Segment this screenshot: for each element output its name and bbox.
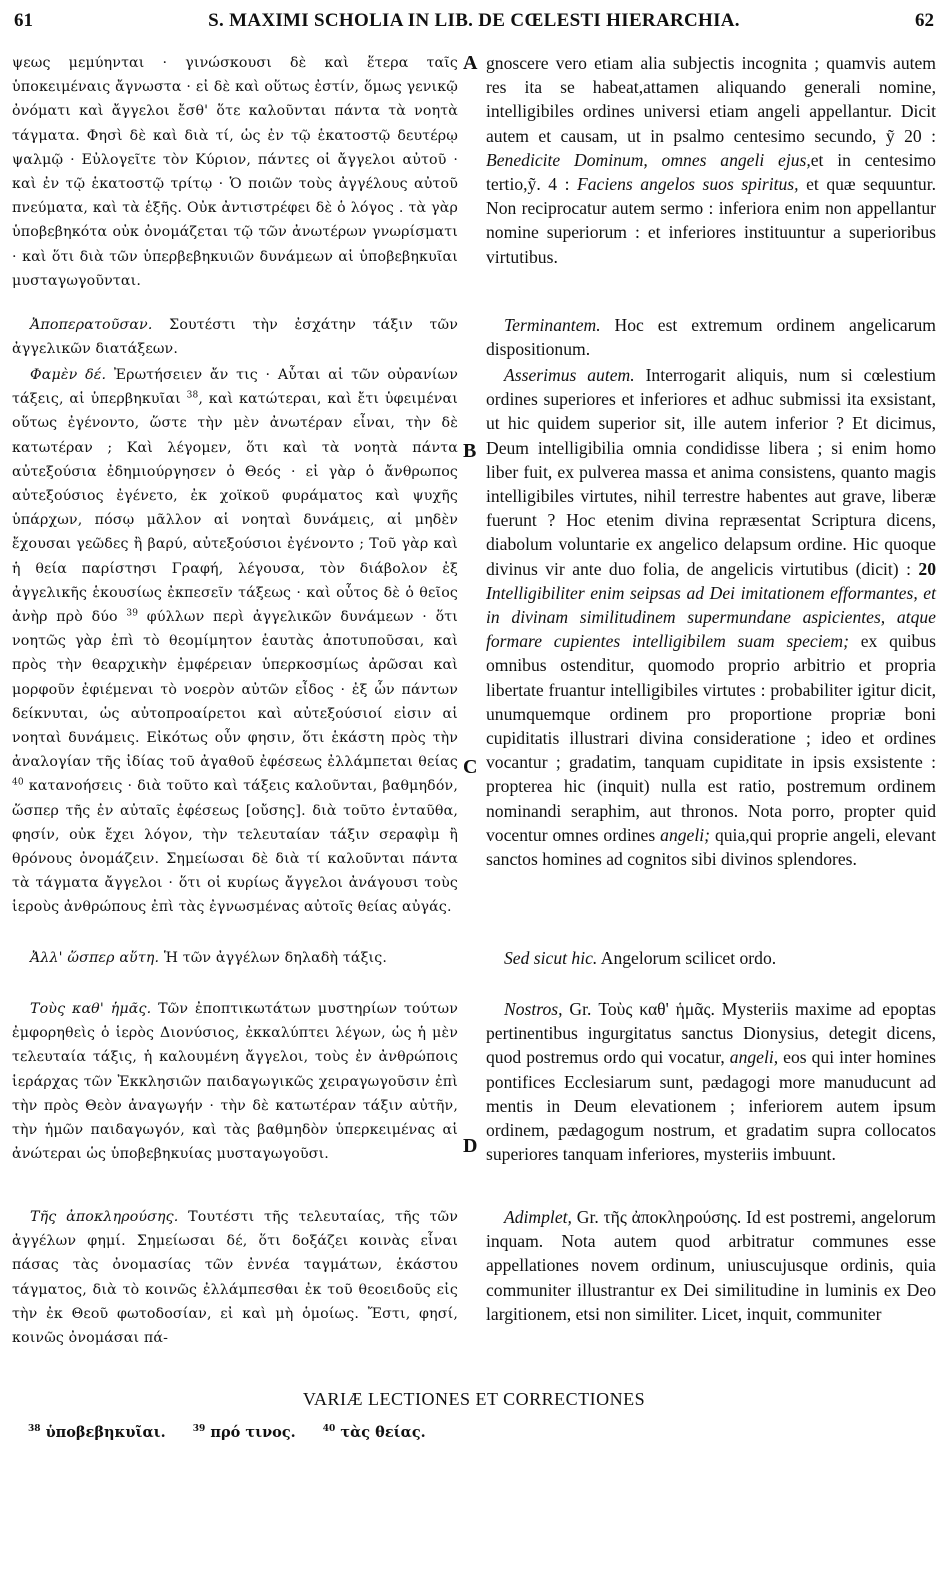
greek-scholion-4: Ἀλλ' ὥσπερ αὕτη. Ἡ τῶν ἀγγέλων δηλαδὴ τάξις. bbox=[30, 950, 388, 966]
running-title: S. MAXIMI SCHOLIA IN LIB. DE CŒLESTI HIERARCHIA. bbox=[208, 10, 740, 31]
variae-lectiones-title: VARIÆ LECTIONES ET CORRECTIONES bbox=[302, 1389, 646, 1409]
lemma: Asserimus autem. bbox=[504, 365, 635, 385]
latin-scholion-5: Nostros, Gr. Τοὺς καθ' ἡμᾶς. Mysteriis maxime ad epoptas pertinentibus ingurgitatus sanctus Dionysius, detegit dicens, quod postremus ordo qui vocatur, angeli, eos qui inter homines pontifices Ecclesiarum sunt, pædagogi more manuducunt ad mentis in Deum elevationem ; inferiorem autem ipsum ordinem, pædagogum nostrum, et gradatim supra collocatos superiores tanquam inferiores, mysteriis imbuunt. bbox=[486, 999, 937, 1165]
lemma: Terminantem. bbox=[504, 315, 601, 335]
lemma: Ἀποπερατοῦσαν. bbox=[30, 317, 153, 333]
variae-lectiones-notes bbox=[28, 1424, 448, 1441]
footnote-ref-40: 40 bbox=[12, 777, 24, 788]
greek-scholion-1: ψεως μεμύηνται · γινώσκουσι δὲ καὶ ἕτερα ταῖς ὑποκειμέναις ἄγνωστα · εἰ δὲ καὶ οὕτως ἐστίν, ὅμως γενικῷ ὀνόματι καὶ ἄγγελοι ἔσθ' ὅτε καλοῦνται πάντα τὰ νοητὰ τάγματα. Φησὶ δὲ καὶ διὰ τί, ὡς ἐν τῷ ἑκατοστῷ δευτέρῳ ψαλμῷ · Εὐλογεῖτε τὸν Κύριον, πάντες οἱ ἄγγελοι αὐτοῦ · καὶ ἐν τῷ ἑκατοστῷ τρίτῳ · Ὁ ποιῶν τοὺς ἀγγέλους αὐτοῦ πνεύματα, καὶ τὰ ἑξῆς. Οὐκ ἀντιστρέφει δὲ ὁ λόγος . τὰ γὰρ ὑποβεβηκότα οὐκ ὀνομάζεται τῷ τῶν ἀνωτέρων γνωρίσματι · καὶ ὅτι διὰ τῶν ὑπερβεβηκυιῶν δυνάμεων αἱ ὑποβεβηκυῖαι μυσταγωγοῦνται. bbox=[12, 55, 458, 289]
lemma: Nostros, bbox=[504, 999, 563, 1019]
page-header bbox=[14, 10, 934, 40]
margin-marker-b: B bbox=[463, 440, 477, 462]
greek-scholion-3: Φαμὲν δέ. Ἐρωτήσειεν ἄν τις · Αὗται αἱ τῶν οὐρανίων τάξεις, αἱ ὑπερβηκυῖαι $^{38}$, καὶ κατώτεραι, καὶ ἔτι ὑφειμέναι οὕτως ἐγένοντο, ὥστε τὴν μὲν ἀνωτέραν εἶναι, τὴν δὲ κατωτέραν ; Καὶ λέγομεν, ὅτι καὶ τὰ νοητὰ πάντα αὐτεξούσια ἐδημιούργησεν ὁ Θεός · εἰ γὰρ ὁ ἄνθρωπος αὐτεξούσιος ἐγένετο, ἐκ χοϊκοῦ φυράματος καὶ ψυχῆς ὑπάρχων, πόσῳ μᾶλλον αἱ νοηταὶ δυνάμεις, αἱ μηδὲν ἔχουσαι γεῶδες ἢ βαρύ, αὐτεξούσιοι ἐγένοντο ; Τοῦ γὰρ καὶ ἡ θεία παρίστησι Γραφή, λέγουσα, τὸν διάβολον ἐξ ἀγγελικῆς ἑκουσίως ἐκπεσεῖν τάξεως · καὶ οὗτος δὲ ὁ θεῖος ἀνὴρ πρὸ δύο $^{39}$ φύλλων περὶ ἀγγελικῶν δυνάμεων · ὅτι νοητῶς γὰρ ἐπὶ τὸ θεομίμητον ἑαυτὰς ἀποτυποῦσαι, καὶ πρὸς τὴν θεαρχικὴν ἐμφέρειαν ὑπερκοσμίως ἀρῶσαι καὶ μορφοῦν ἐφιέμεναι τὸ νοερὸν αὐτῶν εἶδος · ἐξ ὧν πάντων δείκνυται, ὡς αὐτοπροαίρετοι καὶ αὐτεξούσιοί εἰσιν αἱ νοηταὶ δυνάμεις. Εἰκότως οὖν φησιν, ὅτι ἑκάστη πρὸς τὴν ἀναλογίαν τῆς ἰδίας τοῦ ἀγαθοῦ ἐφέσεως ἐλλάμπεται θείας $^{40}$ κατανοήσεις · διὰ τοῦτο καὶ τάξεις καλοῦνται, βαθμηδόν, ὥσπερ τῆς ἐν αὐταῖς ἐφέσεως [οὔσης]. διὰ τοῦτο ἐνταῦθα, φησίν, οὐκ ἔχει λόγον, τὴν τελευταίαν τάξιν σεραφὶμ ἢ θρόνους ὀνομάζειν. Σημείωσαι δὲ διὰ τί καλοῦνται πάντα τὰ τάγματα ἄγγελοι · ὅτι οἱ κυρίως ἄγγελοι ἀνάγουσι τοὺς ἱεροὺς ἀνθρώπους ἐπὶ τὰς ἐγνωσμένας αὐτοῖς θείας αὐγάς. bbox=[12, 367, 458, 916]
section-number: 20 bbox=[918, 558, 936, 579]
latin-scholion-6: Adimplet, Gr. τῆς ἀποκληρούσης. Id est postremi, angelorum inquam. Nota autem quod arbitratur communes esse appellationes novem ordinum, uniuscujusque ordinis, quia communiter illustrantur ex Dei similitudine in luminis ex Deo largitionem, etsi non similiter. Licet, inquit, communiter bbox=[486, 1207, 936, 1324]
margin-marker-a: A bbox=[463, 52, 478, 74]
lemma: Ἀλλ' ὥσπερ αὕτη. bbox=[30, 950, 160, 966]
greek-scholion-2: Ἀποπερατοῦσαν. Σουτέστι τὴν ἐσχάτην τάξιν τῶν ἀγγελικῶν διατάξεων. bbox=[12, 317, 458, 358]
lemma: Τῆς ἀποκληρούσης. bbox=[30, 1209, 179, 1225]
latin-scholion-1: gnoscere vero etiam alia subjectis incognita ; quamvis autem res ita se habeat,attamen aliquando generali nomine, intelligibiles ordines universi etiam angeli appellantur. Dicit autem et causam, ut in psalmo centesimo secundo, ỹ 20 : Benedicite Dominum, omnes angeli ejus,et in centesimo tertio,ỹ. 4 : Faciens angelos suos spiritus, et quæ sequuntur. Non reciprocatur autem sermo : inferiora enim non appellantur nomine superiorum : et inferiores instituuntur a superioribus virtutibus. bbox=[486, 53, 936, 267]
latin-scholion-3: Asserimus autem. Interrogarit aliquis, num si cœlestium ordines superiores et inferiores et adhuc submissi ita exsistant, ut hic quidem superior sit, ille autem inferior ? Et dicimus, Deum intelligibilia omnia condidisse libera ; si enim homo liber fuit, ex pulverea massa et anima consistens, quanto magis intelligibiles virtutes, nihil terrestre habentes aut grave, liberæ fuerunt ? Hoc etenim divina repræsentat Scriptura dicens, diabolum voluntarie ex angelico delapsum ordine. Hic quoque divinus vir ante duo folia, de angelicis virtutibus (dicit) : 20 Intelligibiliter enim seipsas ad Dei imitationem efformantes, et in divinam similitudinem supermundane aspicientes, atque formare cupientes intelligibilem suam speciem; ex quibus omnibus ostenditur, quomodo proprio arbitrio et propria libertate fruantur intelligibiles virtutes : probabiliter igitur dicit, unumquemque ordinem pro proportione propriæ boni cupiditatis illustrari divina consideratione ; ideo et ordines vocantur ; gradatim, tanquam cupiditate in ipsis exsistente : propterea hic (inquit) nulla est ratio, postremum ordinem nominandi seraphim, aut thronos. Nota porro, propter quid vocentur omnes ordines angeli; quia,qui proprie angeli, elevant sanctos homines ad cognitos sibi divinos splendores. bbox=[486, 365, 936, 870]
page-number-left: 61 bbox=[14, 10, 33, 31]
margin-marker-d: D bbox=[463, 1135, 478, 1157]
variant-note-40: $^{40}$ τὰς θείας. bbox=[322, 1424, 426, 1441]
lemma: Sed sicut hic. bbox=[504, 948, 598, 968]
footnote-ref-38: 38 bbox=[186, 390, 199, 401]
lemma: Φαμὲν δέ. bbox=[30, 367, 107, 383]
greek-scholion-5: Τοὺς καθ' ἡμᾶς. Τῶν ἐποπτικωτάτων μυστηρίων τούτων ἐμφορηθεὶς ὁ ἱερὸς Διονύσιος, ἐκκαλύπτει λέγων, ὡς ἡ μὲν τελευταία τάξις, ἡ καλουμένη ἄγγελοι, τοὺς ἐν ἀνθρώποις ἱεράρχας τῶν Ἐκκλησιῶν παιδαγωγικῶς χειραγωγοῦσιν ἐπὶ τὴν πρὸς Θεὸν ἀναγωγήν · τὴν δὲ κατωτέραν τάξιν αὐτῆν, τὴν ἡμῶν παιδαγωγόν, καὶ τὰς βαθμηδὸν ὑπερκειμένας αἱ ἀνώτεραι ὡς ὑποβεβηκυίας μυσταγωγοῦσι. bbox=[12, 1001, 458, 1163]
footnote-ref-39: 39 bbox=[126, 608, 139, 619]
margin-marker-c: C bbox=[463, 756, 478, 778]
latin-scholion-4: Sed sicut hic. Angelorum scilicet ordo. bbox=[504, 948, 777, 968]
variant-note-39: $^{39}$ πρό τινος. bbox=[192, 1424, 296, 1441]
lemma: Adimplet, bbox=[504, 1207, 572, 1227]
page-number-right: 62 bbox=[915, 10, 934, 31]
latin-scholion-2: Terminantem. Hoc est extremum ordinem angelicarum dispositionum. bbox=[486, 315, 936, 360]
variant-note-38: $^{38}$ ὑποβεβηκυῖαι. bbox=[28, 1424, 166, 1441]
lemma: Τοὺς καθ' ἡμᾶς. bbox=[30, 1001, 152, 1017]
greek-scholion-6: Τῆς ἀποκληρούσης. Τουτέστι τῆς τελευταίας, τῆς τῶν ἀγγέλων φημί. Σημείωσαι δέ, ὅτι δοξάζει κοινὰς εἶναι πάσας τὰς ὀνομασίας τῶν ἐννέα ταγμάτων, ἑκάστου τάγματος, διὰ τὸ κοινῶς ἐλλάμπεσθαι ἐκ τοῦ θεοειδοῦς εἰς τὴν ἐκ Θεοῦ φωτοδοσίαν, εἰ καὶ μὴ ὁμοίως. Ἔστι, φησί, κοινῶς ὀνομάσαι πά- bbox=[12, 1209, 459, 1347]
